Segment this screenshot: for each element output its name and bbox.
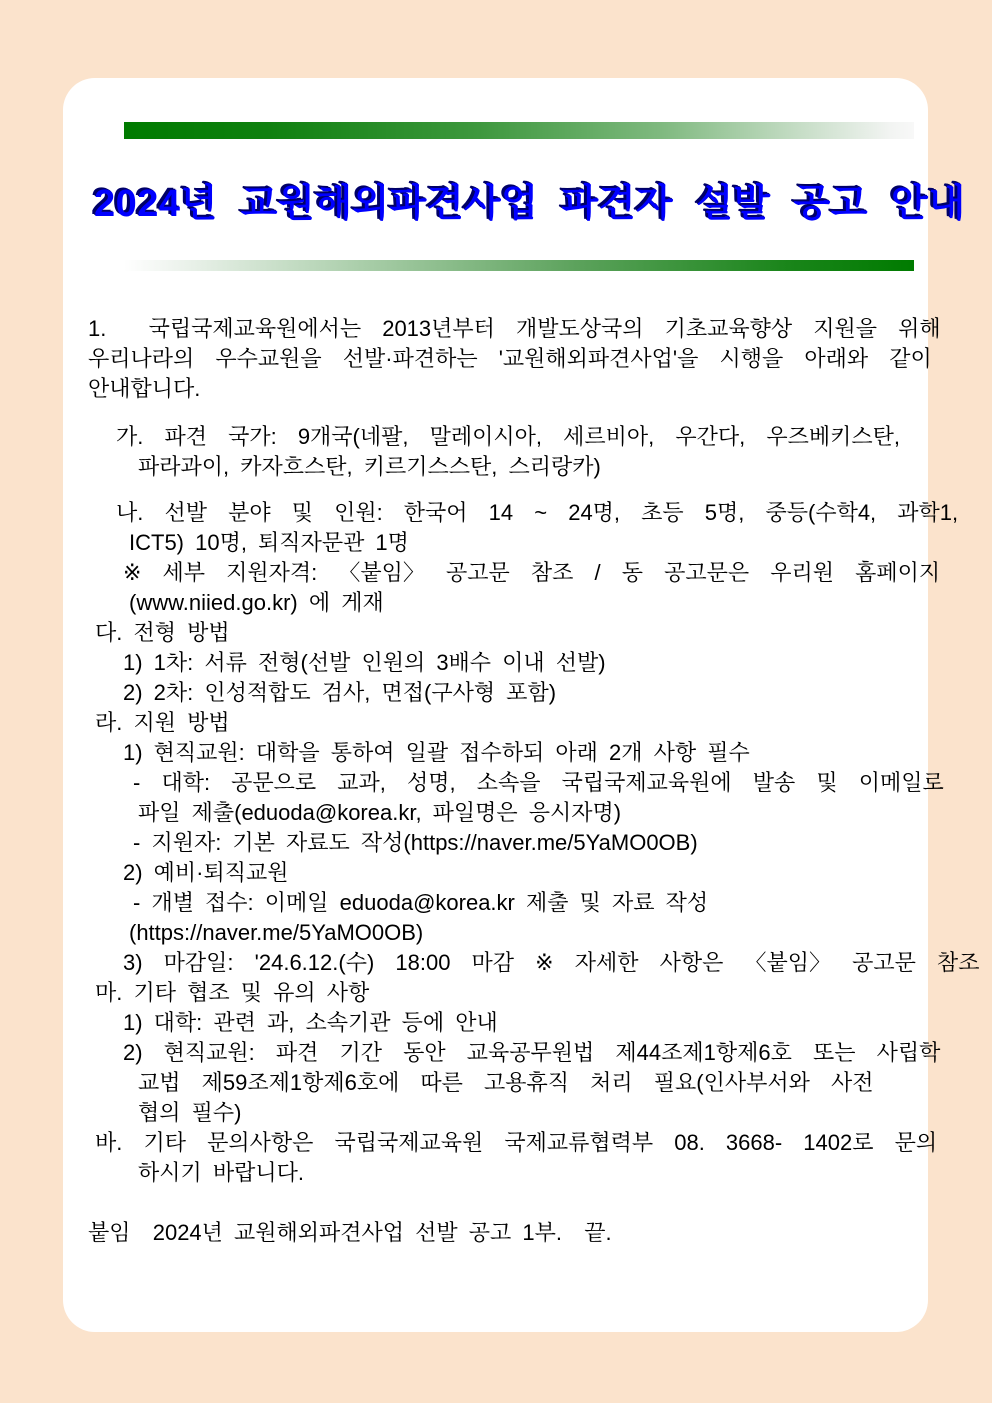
text-line-item-ga: 가. 파견 국가: 9개국(네팔, 말레이시아, 세르비아, 우간다, 우즈베키스탄, xyxy=(116,424,900,449)
text-line-intro-1: 1. 국립국제교육원에서는 2013년부터 개발도상국의 기초교육향상 지원을 위해 xyxy=(88,316,941,341)
text-line-item-na: 나. 선발 분야 및 인원: 한국어 14 ~ 24명, 초등 5명, 중등(수학4, 과학1, xyxy=(116,500,959,525)
text-line-ra-2-dash: - 개별 접수: 이메일 eduoda@korea.kr 제출 및 자료 작성 xyxy=(133,890,709,915)
text-line-ma-2: 2) 현직교원: 파견 기간 동안 교육공무원법 제44조제1항제6호 또는 사립학 xyxy=(123,1040,941,1065)
text-line-ma-2-cont1: 교법 제59조제1항제6호에 따른 고용휴직 처리 필요(인사부서와 사전 xyxy=(138,1070,874,1095)
text-line-item-ga-cont: 파라과이, 카자흐스탄, 키르기스스탄, 스리랑카) xyxy=(138,454,601,479)
text-line-item-ba-cont: 하시기 바랍니다. xyxy=(138,1160,304,1185)
text-line-intro-3: 안내합니다. xyxy=(88,376,201,401)
text-line-ra-3: 3) 마감일: '24.6.12.(수) 18:00 마감 ※ 자세한 사항은 〈붙임〉 공고문 참조 xyxy=(123,950,980,975)
text-line-ra-1-dash1: - 대학: 공문으로 교과, 성명, 소속을 국립국제교육원에 발송 및 이메일로 xyxy=(133,770,944,795)
text-line-attachment: 붙임 2024년 교원해외파견사업 선발 공고 1부. 끝. xyxy=(88,1220,612,1245)
text-line-ra-2-dash-cont: (https://naver.me/5YaMO0OB) xyxy=(129,920,424,945)
text-line-note: ※ 세부 지원자격: 〈붙임〉 공고문 참조 / 동 공고문은 우리원 홈페이지 xyxy=(123,560,941,585)
text-line-note-cont: (www.niied.go.kr) 에 게재 xyxy=(129,590,384,615)
text-line-da-1: 1) 1차: 서류 전형(선발 인원의 3배수 이내 선발) xyxy=(123,650,606,675)
text-line-ma-1: 1) 대학: 관련 과, 소속기관 등에 안내 xyxy=(123,1010,498,1035)
text-line-da-2: 2) 2차: 인성적합도 검사, 면접(구사형 포함) xyxy=(123,680,557,705)
text-line-ra-1-dash1-cont: 파일 제출(eduoda@korea.kr, 파일명은 응시자명) xyxy=(138,800,622,825)
text-line-intro-2: 우리나라의 우수교원을 선발·파견하는 '교원해외파견사업'을 시행을 아래와 같이 xyxy=(88,346,932,371)
text-line-item-da: 다. 전형 방법 xyxy=(95,620,230,645)
text-line-item-na-cont: ICT5) 10명, 퇴직자문관 1명 xyxy=(129,530,409,555)
document-card xyxy=(63,78,980,1332)
text-line-item-ma: 마. 기타 협조 및 유의 사항 xyxy=(95,980,370,1005)
text-line-ra-1-dash2: - 지원자: 기본 자료도 작성(https://naver.me/5YaMO0OB) xyxy=(133,830,698,855)
page-title: 2024년 교원해외파견사업 파견자 설발 공고 안내 xyxy=(94,183,966,225)
top-accent-bar xyxy=(124,122,914,139)
text-line-item-ra: 라. 지원 방법 xyxy=(95,710,230,735)
text-line-item-ba: 바. 기타 문의사항은 국립국제교육원 국제교류협력부 08. 3668- 1402로 문의 xyxy=(95,1130,938,1155)
document-body xyxy=(88,314,980,1248)
bottom-accent-bar xyxy=(124,260,914,271)
text-line-ra-1: 1) 현직교원: 대학을 통하여 일괄 접수하되 아래 2개 사항 필수 xyxy=(123,740,750,765)
text-line-ma-2-cont2: 협의 필수) xyxy=(138,1100,242,1125)
text-line-ra-2: 2) 예비·퇴직교원 xyxy=(123,860,289,885)
